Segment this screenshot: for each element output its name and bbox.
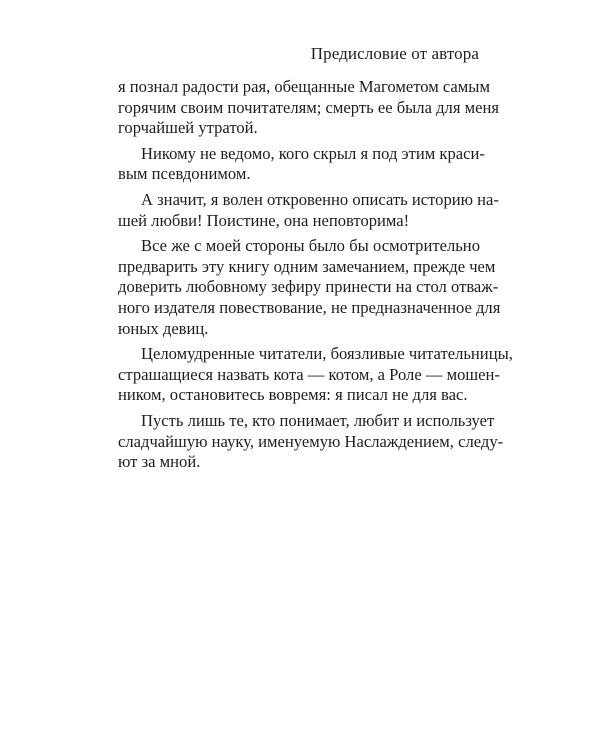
- text-line: я познал радости рая, обещанные Магометом самым: [118, 77, 490, 96]
- text-line: Пусть лишь те, кто понимает, любит и использует: [141, 410, 495, 430]
- text-line: вым псевдонимом.: [118, 164, 251, 184]
- text-line: ного издателя повествование, не предназначенное для: [118, 297, 501, 317]
- text-line: шей любви! Поистине, она неповторима!: [118, 210, 410, 230]
- text-line: Все же с моей стороны было бы осмотрительно: [141, 236, 480, 256]
- text-line: ют за мной.: [118, 452, 201, 472]
- paragraph-3: [118, 189, 499, 231]
- paragraph-2: [118, 143, 485, 185]
- text-line: юных девиц.: [118, 318, 209, 338]
- text-line: горчайшей утратой.: [118, 118, 258, 138]
- text-line: горячим своим почитателям; смерть ее была для меня: [118, 97, 499, 117]
- text-line: предварить эту книгу одним замечанием, прежде чем: [118, 256, 496, 276]
- paragraph-6: [118, 410, 504, 473]
- text-line: доверить любовному зефиру принести на стол отваж-: [118, 277, 499, 297]
- paragraph-1: [118, 77, 499, 139]
- text-line: страшащиеся назвать кота — котом, а Роле — мошен-: [118, 364, 500, 384]
- text-line: ником, остановитесь вовремя: я писал не для вас.: [118, 385, 468, 405]
- paragraph-4: [118, 236, 501, 339]
- text-line: сладчайшую науку, именуемую Наслаждением, следу-: [118, 431, 504, 451]
- body-text: [118, 77, 513, 478]
- running-header: Предисловие от автора: [310, 44, 479, 63]
- text-line: Целомудренные читатели, боязливые читательницы,: [141, 344, 513, 364]
- paragraph-5: [118, 344, 513, 406]
- text-line: Никому не ведомо, кого скрыл я под этим краси-: [141, 143, 485, 163]
- text-line: А значит, я волен откровенно описать историю на-: [141, 189, 499, 209]
